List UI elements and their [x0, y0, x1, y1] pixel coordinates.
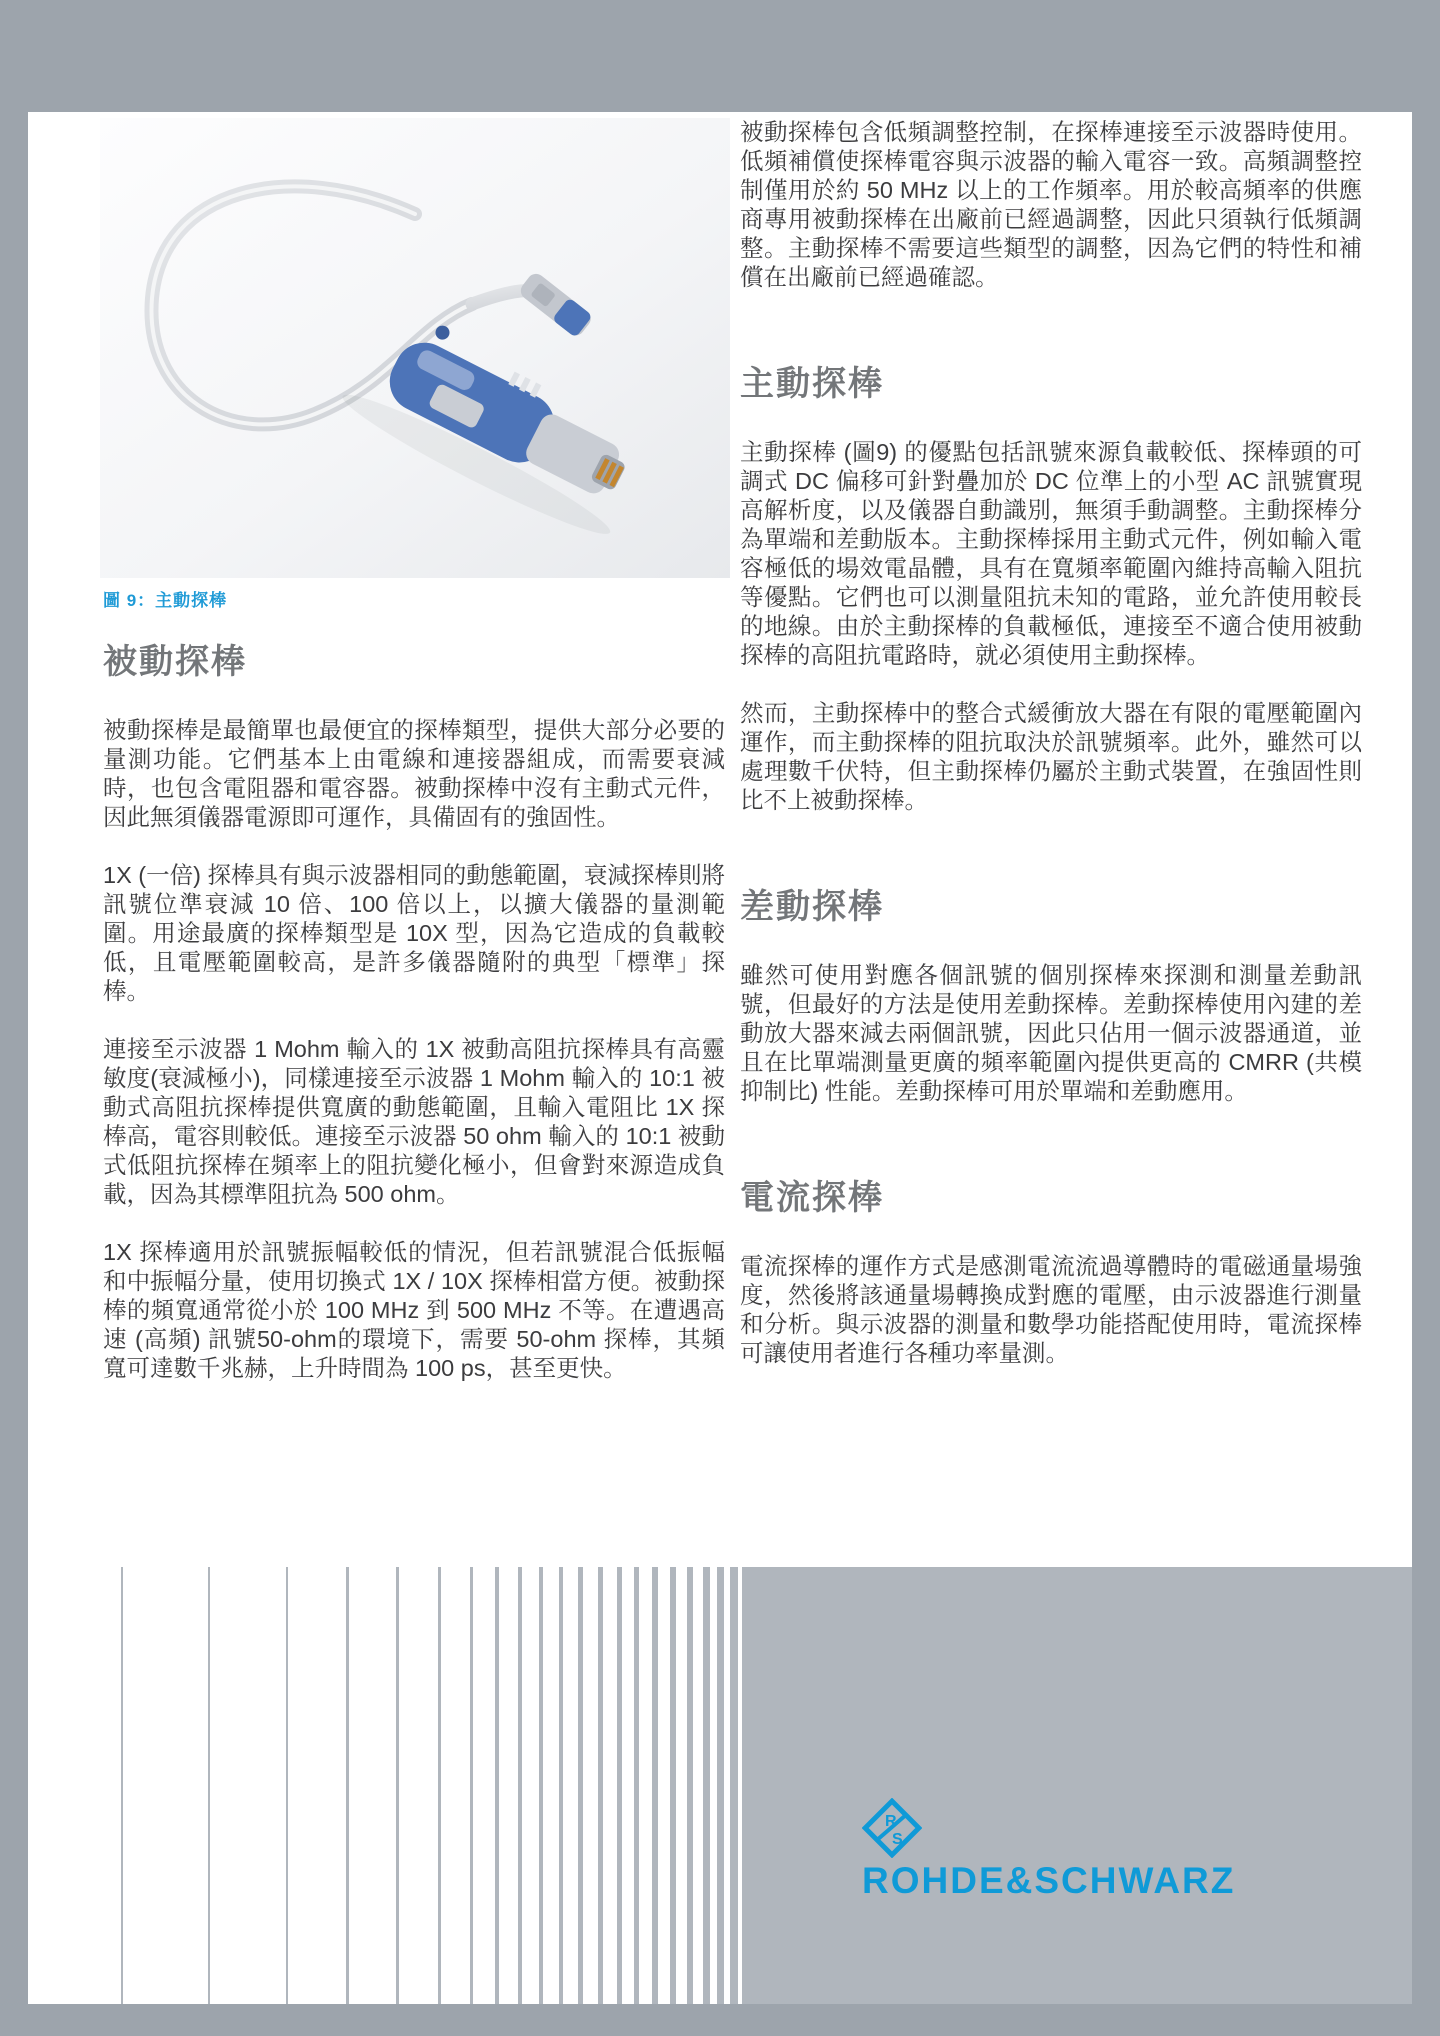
stripe: [559, 1567, 563, 2004]
stripe: [652, 1567, 658, 2004]
active-probe-illustration: [100, 118, 730, 578]
stripe: [495, 1567, 499, 2004]
stripe: [717, 1567, 724, 2004]
paragraph: 主動探棒 (圖9) 的優點包括訊號來源負載較低、探棒頭的可調式 DC 偏移可針對疊加於 DC 位準上的小型 AC 訊號實現高解析度，以及儀器自動識別，無須手動調整。主動探棒分為單端和差動版本。主動探棒採用主動式元件，例如輸入電容極低的場效電晶體，具有在寬頻率範圍內維持高輸入阻抗等優點。它們也可以測量阻抗未知的電路，並允許使用較長的地線。由於主動探棒的負載極低，連接至不適合使用被動探棒的高阻抗電路時，就必須使用主動探棒。: [740, 439, 1362, 668]
stripe: [470, 1567, 473, 2004]
stripe: [670, 1567, 676, 2004]
section-heading-differential-probes: 差動探棒: [740, 888, 884, 926]
diamond-letter-r: R: [885, 1813, 897, 1830]
logo-text: ROHDE&SCHWARZ: [862, 1860, 1236, 1901]
stripe: [346, 1567, 349, 2004]
stripe: [598, 1567, 603, 2004]
left-column: [103, 642, 725, 1412]
stripe: [286, 1567, 288, 2004]
paragraph: 連接至示波器 1 Mohm 輸入的 1X 被動高阻抗探棒具有高靈敏度(衰減極小)，同樣連接至示波器 1 Mohm 輸入的 10:1 被動式高阻抗探棒提供寬廣的動態範圍，且輸入電阻比 1X 探棒高，電容則較低。連接至示波器 50 ohm 輸入的 10:1 被動式低阻抗探棒在頻率上的阻抗變化極小，但會對來源造成負載，因為其標準阻抗為 500 ohm。: [103, 1036, 725, 1207]
section-heading-passive-probes: 被動探棒: [103, 643, 247, 681]
bottom-decorative-band: [28, 1567, 1412, 2004]
paragraph: 電流探棒的運作方式是感測電流流過導體時的電磁通量場強度，然後將該通量場轉換成對應的電壓，由示波器進行測量和分析。與示波器的測量和數學功能搭配使用時，電流探棒可讓使用者進行各種功率量測。: [740, 1253, 1362, 1366]
probe-body: [335, 299, 659, 547]
paragraph: 然而，主動探棒中的整合式緩衝放大器在有限的電壓範圍內運作，而主動探棒的阻抗取決於訊號頻率。此外，雖然可以處理數千伏特，但主動探棒仍屬於主動式裝置，在強固性則比不上被動探棒。: [740, 700, 1362, 813]
stripe: [396, 1567, 399, 2004]
paragraph: 1X (一倍) 探棒具有與示波器相同的動態範圍，衰減探棒則將訊號位準衰減 10 倍、100 倍以上，以擴大儀器的量測範圍。用途最廣的探棒類型是 10X 型，因為它造成的負載較低，且電壓範圍較高，是許多儀器隨附的典型「標準」探棒。: [103, 862, 725, 1004]
solid-gray-panel: [742, 1567, 1412, 2004]
stripe: [539, 1567, 543, 2004]
stripe: [687, 1567, 693, 2004]
paragraph: 被動探棒包含低頻調整控制，在探棒連接至示波器時使用。低頻補償使探棒電容與示波器的輸入電容一致。高頻調整控制僅用於約 50 MHz 以上的工作頻率。用於較高頻率的供應商專用被動探棒在出廠前已經過調整，因此只須執行低頻調整。主動探棒不需要這些類型的調整，因為它們的特性和補償在出廠前已經過確認。: [740, 119, 1362, 290]
stripe: [121, 1567, 123, 2004]
section-heading-current-probes: 電流探棒: [740, 1179, 884, 1217]
stripe: [617, 1567, 622, 2004]
figure-caption: 圖 9：主動探棒: [103, 591, 228, 610]
paragraph: 雖然可使用對應各個訊號的個別探棒來探測和測量差動訊號，但最好的方法是使用差動探棒。差動探棒使用內建的差動放大器來減去兩個訊號，因此只佔用一個示波器通道，並且在比單端測量更廣的頻率範圍內提供更高的 CMRR (共模抑制比) 性能。差動探棒可用於單端和差動應用。: [740, 962, 1362, 1104]
stripe: [518, 1567, 522, 2004]
rs-diamond-icon: [862, 1798, 922, 1858]
section-heading-active-probes: 主動探棒: [740, 365, 884, 403]
stripe: [730, 1567, 738, 2004]
stripe: [703, 1567, 710, 2004]
rohde-schwarz-logo: [862, 1798, 1235, 1902]
stripe: [208, 1567, 210, 2004]
stripe: [634, 1567, 639, 2004]
stripe: [438, 1567, 441, 2004]
right-column: [740, 118, 1362, 1397]
probe-photo: [100, 118, 730, 578]
diamond-letter-s: S: [892, 1831, 903, 1848]
paragraph: 1X 探棒適用於訊號振幅較低的情況，但若訊號混合低振幅和中振幅分量，使用切換式 1X / 10X 探棒相當方便。被動探棒的頻寬通常從小於 100 MHz 到 500 MHz 不等。在遭遇高速 (高頻) 訊號50-ohm的環境下，需要 50-ohm 探棒，其頻寬可達數千兆赫，上升時間為 100 ps，甚至更快。: [103, 1239, 725, 1381]
probe-connector: [517, 270, 594, 339]
paragraph: 被動探棒是最簡單也最便宜的探棒類型，提供大部分必要的量測功能。它們基本上由電線和連接器組成，而需要衰減時，也包含電阻器和電容器。被動探棒中沒有主動式元件，因此無須儀器電源即可運作，具備固有的強固性。: [103, 717, 725, 830]
stripe: [578, 1567, 583, 2004]
